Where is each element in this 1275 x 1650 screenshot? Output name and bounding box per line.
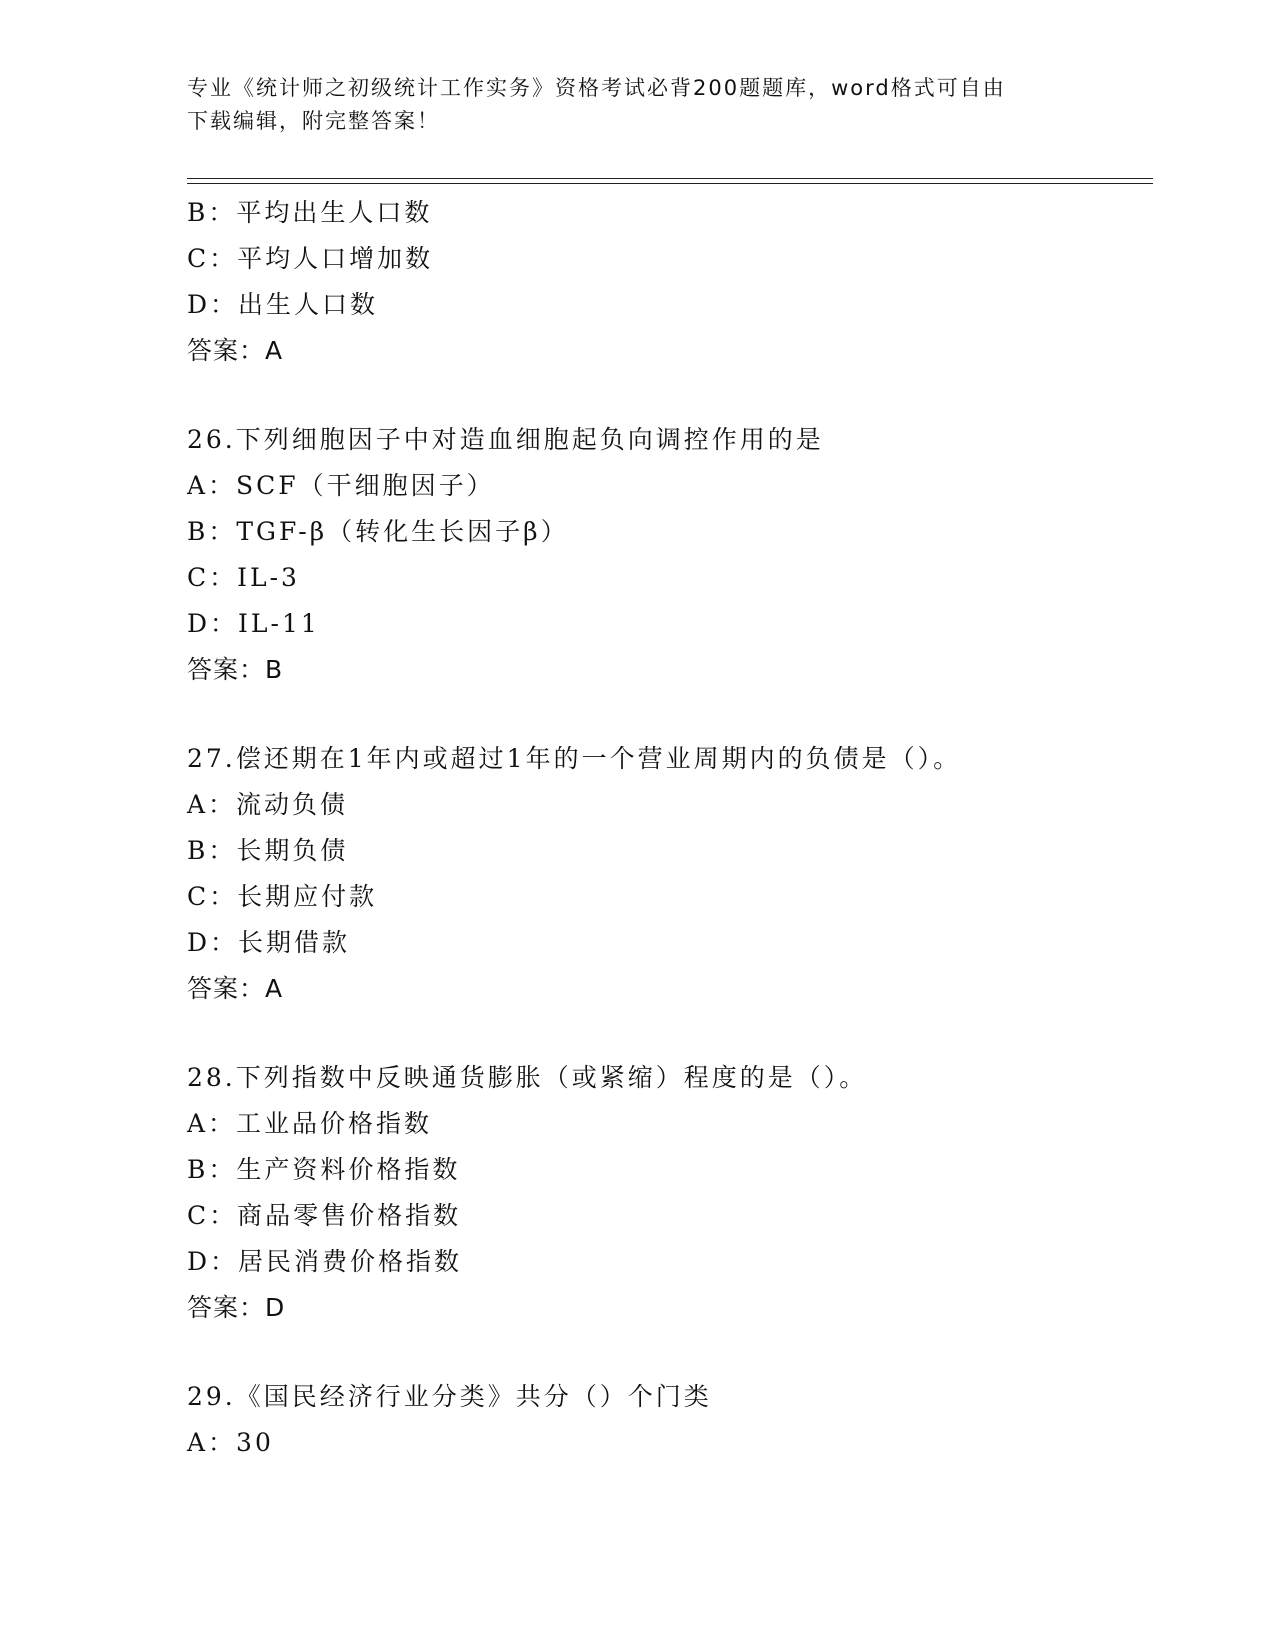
option-a: A：工业品价格指数	[187, 1109, 433, 1138]
header-title-line-1: 专业《统计师之初级统计工作实务》资格考试必背200题题库，word格式可自由	[187, 76, 1006, 100]
option-d: D：居民消费价格指数	[187, 1247, 463, 1276]
question-stem: 28.下列指数中反映通货膨胀（或紧缩）程度的是（）。	[187, 1063, 868, 1092]
option-b: B：长期负债	[187, 836, 349, 865]
answer: 答案：D	[187, 1293, 286, 1322]
question-28	[187, 1055, 1153, 1331]
option-c: C：平均人口增加数	[187, 244, 434, 273]
header-title-line-2: 下载编辑，附完整答案！	[187, 109, 440, 133]
option-c: C：IL-3	[187, 563, 300, 592]
option-a: A：流动负债	[187, 790, 349, 819]
option-b: B：平均出生人口数	[187, 198, 433, 227]
header-divider-top	[187, 178, 1153, 179]
answer: 答案：A	[187, 336, 284, 365]
question-26	[187, 417, 1153, 693]
answer: 答案：B	[187, 655, 284, 684]
option-c: C：长期应付款	[187, 882, 378, 911]
option-d: D：出生人口数	[187, 290, 379, 319]
option-b: B：生产资料价格指数	[187, 1155, 461, 1184]
page-header	[187, 72, 1067, 138]
header-divider-bottom	[187, 183, 1153, 184]
option-d: D：长期借款	[187, 928, 351, 957]
option-c: C：商品零售价格指数	[187, 1201, 462, 1230]
question-29	[187, 1374, 1153, 1466]
document-body	[187, 190, 1153, 1466]
question-stem: 29.《国民经济行业分类》共分（）个门类	[187, 1382, 712, 1411]
question-stem: 26.下列细胞因子中对造血细胞起负向调控作用的是	[187, 425, 824, 454]
option-a: A：SCF（干细胞因子）	[187, 471, 495, 500]
question-stem: 27.偿还期在1年内或超过1年的一个营业周期内的负债是（）。	[187, 744, 962, 773]
answer: 答案：A	[187, 974, 284, 1003]
option-d: D：IL-11	[187, 609, 320, 638]
option-b: B：TGF-β（转化生长因子β）	[187, 517, 569, 546]
question-25-tail	[187, 190, 1153, 374]
question-27	[187, 736, 1153, 1012]
option-a: A：30	[187, 1428, 274, 1457]
